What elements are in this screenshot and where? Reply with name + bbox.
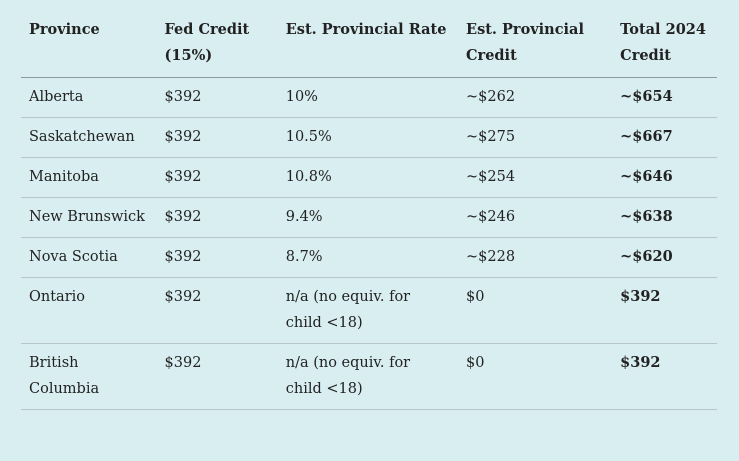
cell-province: Nova Scotia: [21, 238, 157, 278]
cell-fed-credit: $392: [157, 158, 278, 198]
table-row: [21, 118, 717, 158]
cell-total-credit: ~$638: [612, 198, 717, 238]
cell-province: British Columbia: [21, 344, 157, 410]
header-provincial-rate: Est. Provincial Rate: [278, 12, 458, 78]
cell-fed-credit: $392: [157, 278, 278, 344]
cell-provincial-credit: ~$275: [458, 118, 612, 158]
cell-provincial-credit: $0: [458, 344, 612, 410]
cell-total-credit: ~$646: [612, 158, 717, 198]
cell-fed-credit: $392: [157, 238, 278, 278]
cell-provincial-rate: n/a (no equiv. for child <18): [278, 344, 458, 410]
cell-fed-credit: $392: [157, 198, 278, 238]
cell-province: Manitoba: [21, 158, 157, 198]
table-row: [21, 158, 717, 198]
cell-province: New Brunswick: [21, 198, 157, 238]
cell-provincial-credit: ~$254: [458, 158, 612, 198]
table-row: [21, 238, 717, 278]
cell-province: Ontario: [21, 278, 157, 344]
cell-provincial-rate: 8.7%: [278, 238, 458, 278]
cell-provincial-rate: 9.4%: [278, 198, 458, 238]
cell-fed-credit: $392: [157, 78, 278, 118]
cell-provincial-credit: ~$262: [458, 78, 612, 118]
cell-fed-credit: $392: [157, 344, 278, 410]
table-header-row: [21, 12, 717, 78]
cell-provincial-credit: $0: [458, 278, 612, 344]
cell-total-credit: $392: [612, 344, 717, 410]
table-row: [21, 278, 717, 344]
cell-total-credit: $392: [612, 278, 717, 344]
cell-province: Alberta: [21, 78, 157, 118]
header-total-credit: Total 2024 Credit: [612, 12, 717, 78]
cell-province: Saskatchewan: [21, 118, 157, 158]
cell-provincial-credit: ~$228: [458, 238, 612, 278]
cell-provincial-rate: 10.5%: [278, 118, 458, 158]
table-row: [21, 78, 717, 118]
cell-provincial-rate: n/a (no equiv. for child <18): [278, 278, 458, 344]
cell-total-credit: ~$667: [612, 118, 717, 158]
cell-total-credit: ~$620: [612, 238, 717, 278]
cell-total-credit: ~$654: [612, 78, 717, 118]
credit-table: [21, 12, 717, 410]
table-row: [21, 344, 717, 410]
header-provincial-credit: Est. Provincial Credit: [458, 12, 612, 78]
cell-provincial-credit: ~$246: [458, 198, 612, 238]
cell-provincial-rate: 10.8%: [278, 158, 458, 198]
header-fed-credit: Fed Credit (15%): [157, 12, 278, 78]
table-row: [21, 198, 717, 238]
header-province: Province: [21, 12, 157, 78]
cell-provincial-rate: 10%: [278, 78, 458, 118]
cell-fed-credit: $392: [157, 118, 278, 158]
